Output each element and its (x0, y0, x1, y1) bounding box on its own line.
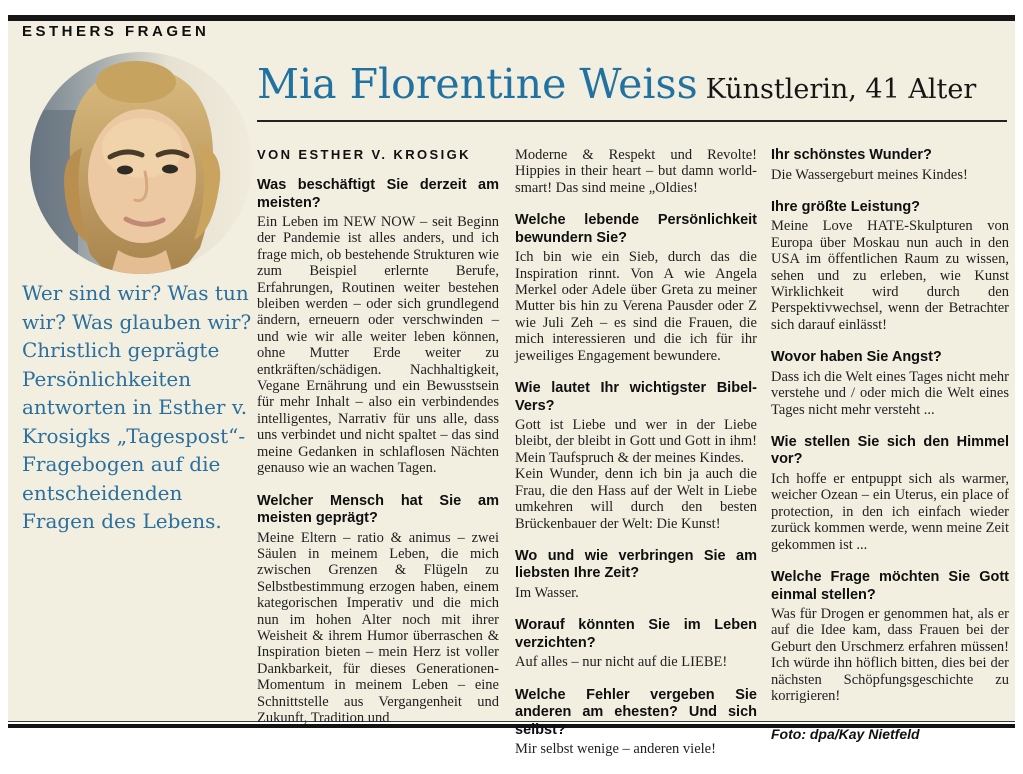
qa-block (257, 177, 499, 477)
answer: Meine Love HATE-Skulpturen von Europa über Moskau nun auch in den USA im öffentlichen Raum zu wissen, sehen und zu erleben, wie Kunst Wirklichkeit wird durch den Perspektivwechsel, wenn der Betrachter sich darauf einlässt! (771, 218, 1009, 333)
answer: Was für Drogen er genommen hat, als er auf die Idee kam, dass Frauen bei der Geburt den Urschmerz erfahren müssen! Ich würde ihn höflich bitten, dies bei der nächsten Schöpfungsgeschichte zu korrigieren! (771, 606, 1009, 705)
answer: Die Wassergeburt meines Kindes! (771, 166, 968, 183)
answer: Auf alles – nur nicht auf die LIEBE! (515, 654, 728, 671)
qa-block (257, 493, 499, 727)
answer: Dass ich die Welt eines Tages nicht mehr verstehe und / oder mich die Welt eines Tages nicht mehr versteht ... (771, 368, 1009, 418)
question: Was beschäftigt Sie derzeit am meisten? (257, 177, 499, 211)
person-role-age: Künstlerin, 41 Alter (705, 74, 977, 105)
answer: Ein Leben im NEW NOW – seit Beginn der Pandemie ist alles anders, und ich frage mich, ob bestehende Strukturen wie zum Beispiel erlernte Berufe, Erfahrungen, Routinen weiter bestehen bleiben werden – oder sich grundlegend ändern, erneuern oder verschwinden – und wie wir alle weiter leben können, ohne Mutter Erde weiter zu entkräften/schädigen. Nachhaltigkeit, Vegane Ernährung und ein Bewusstsein für mehr Inhalt – also ein verbindendes intelligentes, Narrativ für uns alle, dass uns verbindet und nicht spaltet – das sind meine Gedanken in schlaflosen Nächten genauso wie an wachen Tagen. (257, 214, 499, 477)
question: Welche Fehler vergeben Sie anderen am ehesten? Und sich selbst? (515, 686, 757, 738)
text-column-2 (515, 147, 757, 774)
answer: Ich hoffe er entpuppt sich als warmer, weicher Ozean – ein Uterus, ein place of protection, in den ich einfach wieder zurück kommen werde, wenn meine Zeit gekommen ist ... (771, 470, 1009, 553)
author-byline: VON ESTHER V. KROSIGK (257, 147, 471, 162)
qa-block (515, 687, 757, 758)
question: Ihr schönstes Wunder? (771, 147, 932, 163)
standfirst-intro: Wer sind wir? Was tun wir? Was glauben wir? Christlich geprägte Persönlichkeiten antworten in Esther v. Krosigks „Tagespost“-Fragebogen auf die entscheidenden Fragen des Lebens. (22, 281, 252, 533)
headline-rule (257, 120, 1007, 122)
text-column-3 (771, 147, 1009, 756)
text-column-1 (257, 147, 499, 742)
qa-block (771, 349, 1009, 418)
answer-continuation: Moderne & Respekt und Revolte! Hippies in their heart – but damn world-smart! Das sind meine „Oldies! (515, 147, 757, 196)
question: Wie stellen Sie sich den Himmel vor? (771, 433, 1009, 468)
qa-block (515, 212, 757, 364)
question: Wovor haben Sie Angst? (771, 349, 942, 366)
answer: Mir selbst wenige – anderen viele! (515, 741, 716, 758)
qa-block (515, 380, 757, 532)
answer: Gott ist Liebe und wer in der Liebe bleibt, der bleibt in Gott und Gott in ihm! Mein Taufspruch & der meines Kindes. (515, 417, 757, 466)
answer: Ich bin wie ein Sieb, durch das die Inspiration rinnt. Von A wie Angela Merkel oder Adele über Greta zu meiner Mutter bis hin zu Verena Pausder oder Z wie Juli Zeh – es sind die Frauen, die mich interessieren und die ich für ihr jeweiliges Engagement bewundere. (515, 249, 757, 364)
person-name: Mia Florentine Weiss (257, 60, 698, 108)
question: Ihre größte Leistung? (771, 198, 921, 215)
answer: Kein Wunder, denn ich bin ja auch die Frau, die den Hass auf der Welt in Liebe umkehren will durch den besten Brückenbauer der Welt: Die Kunst! (515, 466, 757, 532)
question: Welche Frage möchten Sie Gott einmal stellen? (771, 569, 1009, 603)
portrait-illustration (30, 52, 252, 274)
qa-block (515, 548, 757, 601)
question: Wie lautet Ihr wichtigster Bibel-Vers? (515, 380, 757, 414)
qa-block (771, 434, 1009, 553)
photo-credit: Foto: dpa/Kay Nietfeld (771, 726, 920, 743)
qa-block (515, 617, 757, 670)
question: Welcher Mensch hat Sie am meisten geprägt? (257, 492, 499, 526)
qa-block (771, 199, 1009, 333)
answer: Im Wasser. (515, 584, 579, 601)
question: Worauf könnten Sie im Leben verzichten? (515, 617, 757, 651)
headline (257, 60, 1007, 108)
section-kicker: ESTHERS FRAGEN (22, 23, 210, 40)
qa-block (771, 147, 1009, 183)
qa-block (771, 569, 1009, 704)
portrait-photo (30, 52, 252, 274)
answer: Meine Eltern – ratio & animus – zwei Säulen in meinem Leben, die mich zwischen Grenzen & Flügeln zu Selbstbestimmung erzogen haben, einem kategorischen Imperativ und die mich nun im hohen Alter noch mit ihrer Weisheit & ihrem Humor überraschen & Inspiration bieten – mein Herz ist voller Dankbarkeit, für dieses Generationen-Momentum in meinem Leben – eine Schnittstelle aus Vergangenheit und Zukunft, Tradition und (257, 529, 499, 726)
question: Welche lebende Persönlichkeit bewundern Sie? (515, 212, 757, 246)
question: Wo und wie verbringen Sie am liebsten Ihre Zeit? (515, 547, 757, 582)
